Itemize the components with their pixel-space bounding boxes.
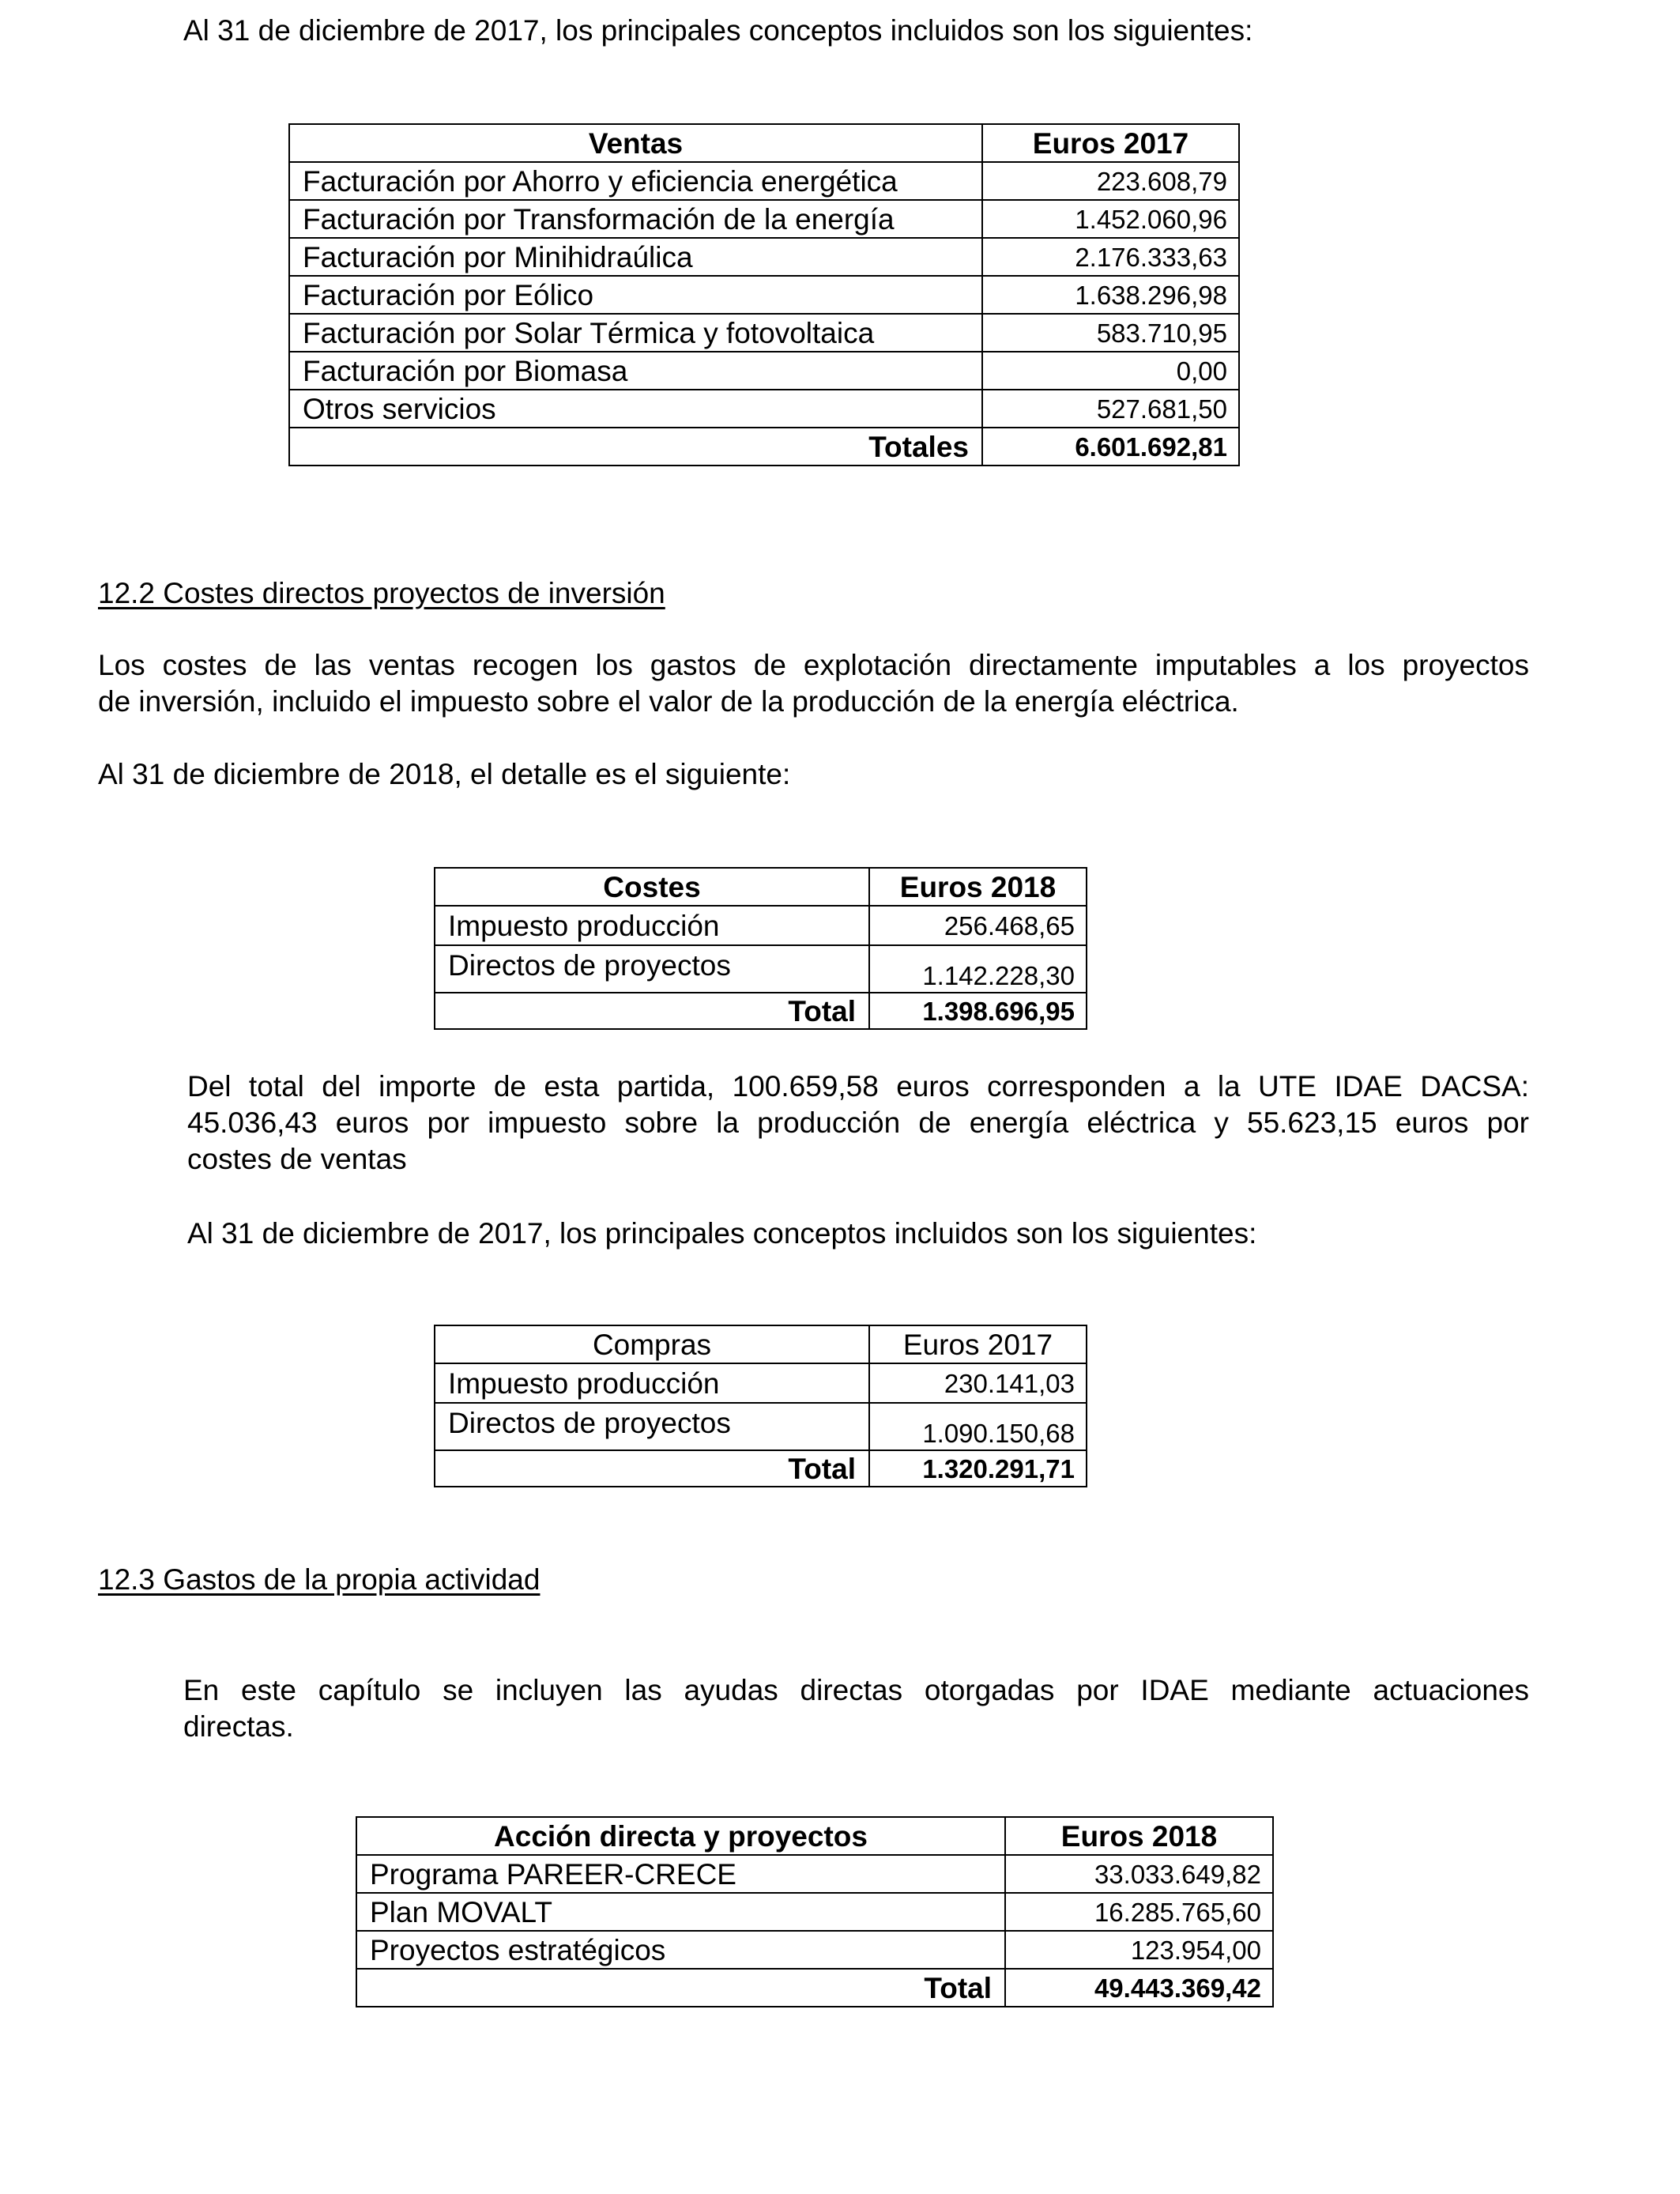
row-value: 0,00	[982, 352, 1239, 390]
row-value: 2.176.333,63	[982, 238, 1239, 276]
header-compras: Compras	[435, 1325, 869, 1363]
row-value: 33.033.649,82	[1005, 1855, 1273, 1893]
table-row	[356, 1855, 1273, 1893]
header-accion: Acción directa y proyectos	[356, 1817, 1005, 1855]
table-row	[356, 1931, 1273, 1969]
table-row	[289, 390, 1239, 428]
table-row	[289, 314, 1239, 352]
section-12-3-heading: 12.3 Gastos de la propia actividad	[98, 1563, 541, 1596]
total-value: 1.398.696,95	[869, 993, 1087, 1029]
row-value: 256.468,65	[869, 906, 1087, 945]
row-value: 230.141,03	[869, 1363, 1087, 1403]
total-value: 6.601.692,81	[982, 428, 1239, 466]
header-euros-2017: Euros 2017	[869, 1325, 1087, 1363]
table-row	[435, 1363, 1087, 1403]
row-value: 223.608,79	[982, 162, 1239, 200]
row-label: Facturación por Eólico	[289, 276, 982, 314]
table-row	[435, 906, 1087, 945]
section-12-2-para-line: Los costes de las ventas recogen los gastos de explotación directamente imputables a los proyectos	[98, 649, 1529, 681]
total-row	[435, 993, 1087, 1029]
note-line: costes de ventas	[187, 1143, 407, 1175]
row-label: Otros servicios	[289, 390, 982, 428]
row-value: 1.142.228,30	[869, 945, 1087, 993]
row-label: Plan MOVALT	[356, 1893, 1005, 1931]
section-12-3-para-line: En este capítulo se incluyen las ayudas directas otorgadas por IDAE mediante actuaciones	[183, 1674, 1529, 1706]
row-label: Directos de proyectos	[435, 945, 869, 993]
intro-2018: Al 31 de diciembre de 2018, el detalle es el siguiente:	[98, 758, 791, 790]
row-value: 16.285.765,60	[1005, 1893, 1273, 1931]
table-row	[289, 162, 1239, 200]
table-row	[289, 200, 1239, 238]
row-value: 583.710,95	[982, 314, 1239, 352]
row-label: Facturación por Minihidraúlica	[289, 238, 982, 276]
table-row	[289, 238, 1239, 276]
total-label: Totales	[289, 428, 982, 466]
sales-table	[288, 123, 1240, 466]
table-row	[356, 1893, 1273, 1931]
total-value: 1.320.291,71	[869, 1450, 1087, 1487]
direct-action-table	[356, 1816, 1274, 2007]
total-label: Total	[435, 1450, 869, 1487]
row-value: 527.681,50	[982, 390, 1239, 428]
total-row	[289, 428, 1239, 466]
table-row	[289, 352, 1239, 390]
row-value: 1.452.060,96	[982, 200, 1239, 238]
header-euros-2017: Euros 2017	[982, 124, 1239, 162]
header-euros-2018: Euros 2018	[1005, 1817, 1273, 1855]
table-row	[435, 945, 1087, 993]
row-value: 123.954,00	[1005, 1931, 1273, 1969]
intro-2017-sales: Al 31 de diciembre de 2017, los principales conceptos incluidos son los siguientes:	[183, 14, 1253, 47]
total-value: 49.443.369,42	[1005, 1969, 1273, 2007]
header-ventas: Ventas	[289, 124, 982, 162]
row-label: Directos de proyectos	[435, 1403, 869, 1450]
row-label: Proyectos estratégicos	[356, 1931, 1005, 1969]
note-line: Del total del importe de esta partida, 100.659,58 euros corresponden a la UTE IDAE DACSA:	[187, 1070, 1529, 1103]
row-label: Facturación por Transformación de la energía	[289, 200, 982, 238]
total-label: Total	[435, 993, 869, 1029]
section-12-2-para-line: de inversión, incluido el impuesto sobre el valor de la producción de la energía eléctrica.	[98, 685, 1239, 718]
row-label: Impuesto producción	[435, 906, 869, 945]
note-line: 45.036,43 euros por impuesto sobre la producción de energía eléctrica y 55.623,15 euros por	[187, 1106, 1529, 1139]
header-euros-2018: Euros 2018	[869, 868, 1087, 906]
section-12-2-heading: 12.2 Costes directos proyectos de inversión	[98, 577, 665, 609]
table-row	[435, 1403, 1087, 1450]
row-value: 1.090.150,68	[869, 1403, 1087, 1450]
costs-2018-table	[434, 867, 1087, 1030]
row-label: Facturación por Ahorro y eficiencia energética	[289, 162, 982, 200]
row-value: 1.638.296,98	[982, 276, 1239, 314]
table-row	[289, 276, 1239, 314]
costs-2017-table	[434, 1325, 1087, 1487]
row-label: Impuesto producción	[435, 1363, 869, 1403]
total-row	[435, 1450, 1087, 1487]
total-label: Total	[356, 1969, 1005, 2007]
row-label: Facturación por Biomasa	[289, 352, 982, 390]
row-label: Facturación por Solar Térmica y fotovoltaica	[289, 314, 982, 352]
total-row	[356, 1969, 1273, 2007]
row-label: Programa PAREER-CRECE	[356, 1855, 1005, 1893]
section-12-3-para-line: directas.	[183, 1710, 294, 1743]
header-costes: Costes	[435, 868, 869, 906]
intro-2017-costs: Al 31 de diciembre de 2017, los principales conceptos incluidos son los siguientes:	[187, 1217, 1257, 1250]
